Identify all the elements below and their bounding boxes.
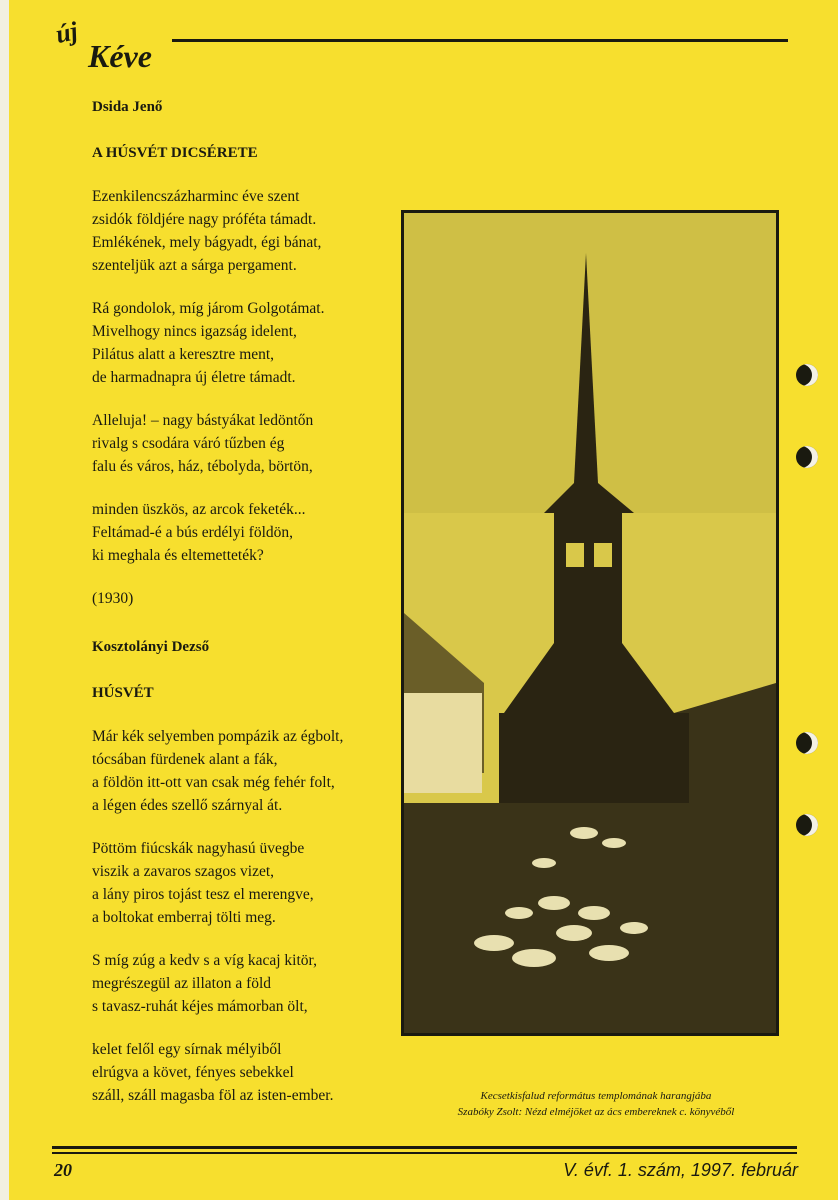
poem-line: Ezenkilencszázharminc éve szent [92,188,300,205]
issue-info: V. évf. 1. szám, 1997. február [563,1160,798,1180]
binder-hole [796,446,818,468]
logo-name: Kéve [88,38,152,74]
poem2-author: Kosztolányi Dezső [92,639,210,655]
poem1-stanza [92,185,392,277]
footer-rule [52,1152,797,1154]
poem-line: Már kék selyemben pompázik az égbolt, [92,728,344,745]
poem-line: minden üszkös, az arcok feketék... [92,501,306,518]
poem-line: falu és város, ház, tébolyda, börtön, [92,458,313,475]
poem-line: tócsában fürdenek alant a fák, [92,751,278,768]
poem-line: de harmadnapra új életre támadt. [92,369,296,386]
poem-line: a boltokat emberraj tölti meg. [92,909,276,926]
poem1-year: (1930) [92,590,134,607]
poem1-stanza [92,498,392,567]
poem-line: száll, száll magasba föl az isten-ember. [92,1087,334,1104]
poem2-stanza [92,1038,392,1107]
poem-line: Alleluja! – nagy bástyákat ledöntőn [92,412,314,429]
poem-line: rivalg s csodára váró tűzben ég [92,435,285,452]
poem-line: Mivelhogy nincs igazság idelent, [92,323,297,340]
poem-line: a légen édes szellő szárnyal át. [92,797,283,814]
poem-line: zsidók földjére nagy próféta támadt. [92,211,317,228]
poem1-author: Dsida Jenő [92,99,163,115]
poem-line: viszik a zavaros szagos vizet, [92,863,275,880]
header-rule [172,39,788,42]
poem-line: s tavasz-ruhát kéjes mámorban ölt, [92,998,308,1015]
poem2-stanza [92,837,392,929]
photo-caption [402,1088,790,1120]
poem1-stanza [92,409,392,478]
poem-line: ki meghala és eltemetteték? [92,547,264,564]
poem-line: megrészegül az illaton a föld [92,975,272,992]
logo-prefix: új [53,16,81,49]
poem2-title: HÚSVÉT [92,685,154,701]
poem-line: S míg zúg a kedv s a víg kacaj kitör, [92,952,317,969]
page-edge [0,0,9,1200]
caption-line: Szabóky Zsolt: Nézd elméjöket az ács embereknek c. könyvéből [457,1106,735,1118]
poem-line: Pilátus alatt a keresztre ment, [92,346,275,363]
poem-line: szenteljük azt a sárga pergament. [92,257,297,274]
poem-line: Emlékének, mely bágyadt, égi bánat, [92,234,322,251]
poem2-stanza [92,725,392,817]
poem-line: Rá gondolok, míg járom Golgotámat. [92,300,325,317]
poem2-stanza [92,949,392,1018]
poem-line: Feltámad-é a bús erdélyi földön, [92,524,294,541]
binder-hole [796,364,818,386]
poem1-title: A HÚSVÉT DICSÉRETE [92,145,258,161]
caption-line: Kecsetkisfalud református templomának harangjába [480,1090,712,1102]
poem1-stanza [92,297,392,389]
page-number: 20 [54,1160,72,1180]
bell-tower-photo [401,210,779,1036]
poem-line: kelet felől egy sírnak mélyiből [92,1041,282,1058]
poem-line: a lány piros tojást tesz el merengve, [92,886,314,903]
poem-column [92,96,392,1107]
poem-line: Pöttöm fiúcskák nagyhasú üvegbe [92,840,305,857]
poem-line: elrúgva a követ, fényes sebekkel [92,1064,294,1081]
bell-tower-illustration [404,213,776,1033]
binder-hole [796,814,818,836]
footer-rule [52,1146,797,1149]
poem-line: a földön itt-ott van csak még fehér folt, [92,774,335,791]
binder-hole [796,732,818,754]
